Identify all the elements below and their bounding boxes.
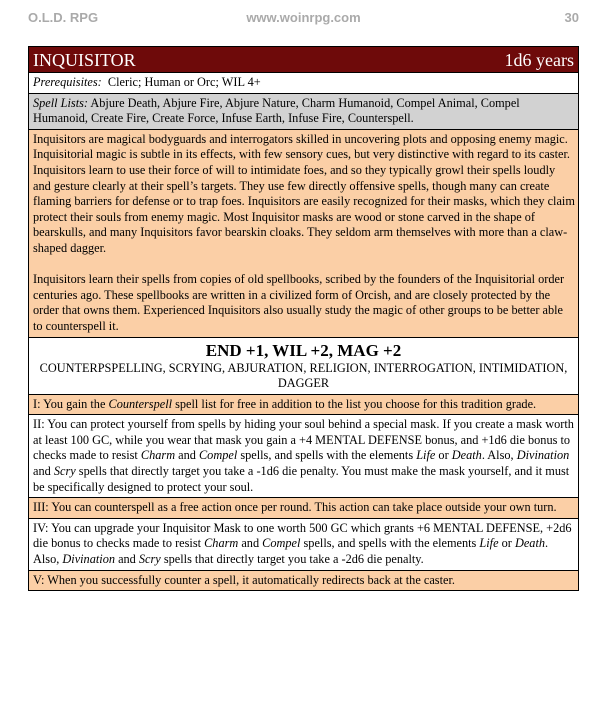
career-title-bar [29,47,578,73]
header-game-title: O.L.D. RPG [28,10,99,25]
career-name: INQUISITOR [33,50,136,70]
skill-list: COUNTERPSPELLING, SCRYING, ABJURATION, RELIGION, INTERROGATION, INTIMIDATION, DAGGER [39,360,568,391]
prerequisites-label: Prerequisites: [33,75,102,89]
exploit-4-scry: Scry [138,552,161,567]
exploit-2-text: II: You can protect yourself from spells by hiding your soul behind a special mask. If you create a mask worth at least 100 GC, while you wear that mask you gain a +4 MENTAL DEFENSE bonus, and +1d6 die bonus to checks made to resist [33,417,574,463]
prerequisites-value: Cleric; Human or Orc; WIL 4+ [107,75,261,89]
exploit-2 [29,415,578,498]
spell-lists-row [29,94,578,130]
exploit-1 [29,395,578,416]
exploit-4-elements: spells, and spells with the elements [300,536,480,551]
exploit-2-charm: Charm [140,448,176,463]
exploit-2-compel: Compel [198,448,238,463]
exploit-4-also: . Also, [33,536,549,567]
exploit-1-text: I: You gain the [33,396,109,411]
exploit-4-text-end: spells that directly target you take a -2d6 die penalty. [160,552,424,567]
prerequisites-row [29,73,578,94]
exploit-4-compel: Compel [262,536,301,551]
exploit-4-and-2: and [115,552,139,567]
exploit-2-elements: spells, and spells with the elements [237,448,417,463]
description-row [29,130,578,338]
exploit-2-divination: Divination [516,448,570,463]
page-number: 30 [564,10,579,25]
header-website: www.woinrpg.com [246,10,361,25]
attributes-row [29,338,578,395]
exploit-2-life: Life [416,448,436,463]
career-box [28,46,579,591]
exploit-2-text-end: spells that directly target you take a -1d6 die penalty. You must make the mask yourself, and it must be specifically designed to protect your soul. [33,464,570,494]
attribute-bonuses: END +1, WIL +2, MAG +2 [205,340,402,360]
exploit-4-charm: Charm [204,536,239,551]
exploit-4-death: Death [514,536,546,551]
exploit-2-and-2: and [33,464,54,479]
exploit-2-death: Death [451,448,482,463]
page-header [28,10,579,28]
exploit-3-text: III: You can counterspell as a free action once per round. This action can take place outside your own turn. [33,500,557,515]
exploit-4 [29,519,578,571]
exploit-4-life: Life [479,536,499,551]
exploit-4-text: IV: You can upgrade your Inquisitor Mask to one worth 500 GC which grants +6 MENTAL DEFENSE, +2d6 die bonus to checks made to resist [33,520,572,551]
career-duration: 1d6 years [504,50,574,70]
exploit-4-or: or [498,536,515,551]
spell-lists-label: Spell Lists: [33,95,88,110]
exploit-4-and: and [238,536,263,551]
description-paragraph-2: Inquisitors learn their spells from copies of old spellbooks, scribed by the founders of the Inquisitorial order centuries ago. These spellbooks are written in a civilized form of Orcish, and are closely protected by the order that owns them. Experienced Inquisitors also usually study the magic of other groups to be better able to counterspell it. [33,272,565,333]
exploit-3 [29,498,578,519]
description-paragraph-1: Inquisitors are magical bodyguards and interrogators skilled in uncovering plots and opposing enemy magic. Inquisitorial magic is subtle in its effects, with few sensory cues, but very distinctive with regard to its caster. Inquisitors learn to use their force of will to intimidate foes, and so they typically growl their spells loudly and gesture clearly at their spell’s targets. They use few directly offensive spells, though many can create flaming barriers for defense or to trap foes. Inquisitors are easily recognized for their masks, which they claim protect their souls from enemy magic. Most Inquisitor masks are wood or stone carved in the shape of bearskulls, and many Inquisitors favor bearskin cloaks. They seldom arm themselves with more than a claw-shaped dagger. [33,131,575,255]
exploit-1-spell: Counterspell [108,396,173,411]
exploit-5 [29,571,578,591]
exploit-2-scry: Scry [53,464,76,479]
exploit-2-or: or [435,448,452,463]
exploit-2-and: and [175,448,199,463]
spell-lists-value: Abjure Death, Abjure Fire, Abjure Nature, Charm Humanoid, Compel Animal, Compel Humanoid, Create Fire, Create Force, Infuse Earth, Infuse Fire, Counterspell. [33,95,520,126]
exploit-2-also: . Also, [481,448,517,463]
exploit-1-text-end: spell list for free in addition to the list you choose for this tradition grade. [172,396,537,411]
exploit-4-divination: Divination [62,552,115,567]
exploit-5-text: V: When you successfully counter a spell, it automatically redirects back at the caster. [33,572,455,587]
